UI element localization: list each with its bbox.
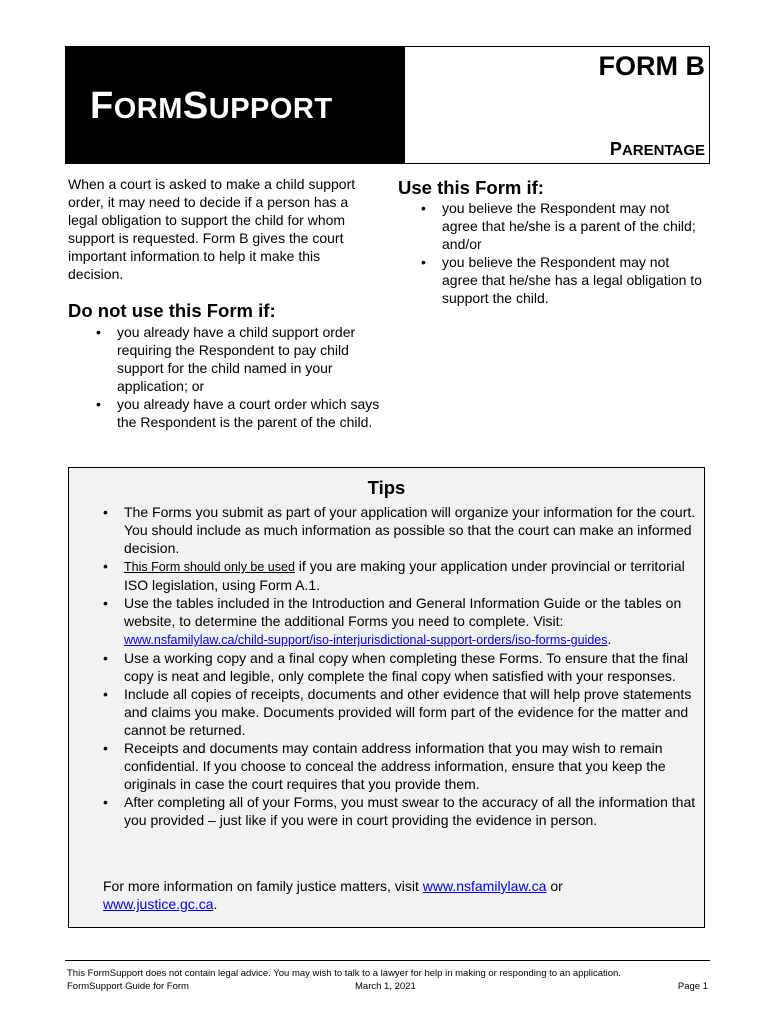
footer-page-number: Page 1 <box>677 981 708 992</box>
form-title-initial: P <box>609 139 622 159</box>
form-header <box>65 46 710 164</box>
justice-gc-link[interactable]: www.justice.gc.ca <box>103 896 214 912</box>
tip-item: • Use a working copy and a final copy when completing these Forms. To ensure that the final copy is neat and legible, only complete the final copy when satisfied with your responses. <box>100 649 700 685</box>
do-not-use-list <box>93 323 383 431</box>
do-not-use-heading: Do not use this Form if: <box>68 300 276 321</box>
tip-item: • The Forms you submit as part of your application will organize your information for the court. You should include as much information as possible so that the court can make an informed decision. <box>100 503 700 557</box>
tip-underlined-text: This Form should only be used <box>124 560 295 574</box>
list-item: • you believe the Respondent may not agree that he/she is a parent of the child; and/or <box>418 199 708 253</box>
brand-initial-s: S <box>182 85 209 127</box>
form-title-rest: ARENTAGE <box>621 142 705 159</box>
tips-heading: Tips <box>367 477 406 498</box>
tip-item: • Receipts and documents may contain address information that you may wish to remain confidential. If you choose to conceal the address information, ensure that you keep the originals in case the court requires that you provide them. <box>100 739 700 793</box>
tip-item: • Include all copies of receipts, documents and other evidence that will help prove statements and claims you make. Documents provided will form part of the evidence for the matter and cannot be returned. <box>100 685 700 739</box>
more-info-or: or <box>546 878 563 894</box>
tip-item: • After completing all of your Forms, you must swear to the accuracy of all the information that you provided – just like if you were in court providing the evidence in person. <box>100 793 700 829</box>
tip-text: if you are making your application under provincial or territorial ISO legislation, using Form A.1. <box>124 558 685 593</box>
more-info-end: . <box>213 896 218 912</box>
brand-initial-f: F <box>90 85 114 127</box>
use-if-list <box>418 199 708 307</box>
more-info-paragraph <box>103 877 663 913</box>
tip-item <box>100 557 700 594</box>
intro-paragraph: When a court is asked to make a child support order, it may need to decide if a person has a legal obligation to support the child for whom support is requested. Form B gives the court important information to help it make this decision. <box>68 176 356 282</box>
nsfamilylaw-link[interactable]: www.nsfamilylaw.ca <box>422 878 547 894</box>
footer-disclaimer: This FormSupport does not contain legal advice. You may wish to talk to a lawyer for help in making or responding to an application. <box>67 968 621 979</box>
form-title <box>610 139 705 160</box>
footer-guide-label: FormSupport Guide for Form <box>67 981 189 992</box>
brand-logo-text <box>90 85 333 128</box>
tips-list <box>100 503 700 829</box>
tips-box <box>68 467 705 928</box>
list-item: • you already have a court order which says the Respondent is the parent of the child. <box>93 395 383 431</box>
tip-text: Use the tables included in the Introduction and General Information Guide or the tables on website, to determine the additional Forms you need to complete. Visit: <box>124 595 682 629</box>
brand-banner <box>66 47 405 163</box>
brand-rest-upport: UPPORT <box>208 93 333 125</box>
use-if-heading: Use this Form if: <box>398 177 544 198</box>
form-code: FORM B <box>598 51 705 81</box>
list-item: • you believe the Respondent may not agree that he/she has a legal obligation to support the child. <box>418 253 708 307</box>
tip-item <box>100 594 700 649</box>
iso-forms-guides-link[interactable]: www.nsfamilylaw.ca/child-support/iso-interjurisdictional-support-orders/iso-forms-guides <box>124 633 608 647</box>
more-info-text: For more information on family justice matters, visit <box>103 878 423 894</box>
brand-rest-orm: ORM <box>113 93 183 125</box>
tip-text-end: . <box>607 631 612 647</box>
list-item: • you already have a child support order requiring the Respondent to pay child support for the child named in your application; or <box>93 323 383 395</box>
footer-date: March 1, 2021 <box>355 981 416 992</box>
footer-divider <box>65 960 710 961</box>
